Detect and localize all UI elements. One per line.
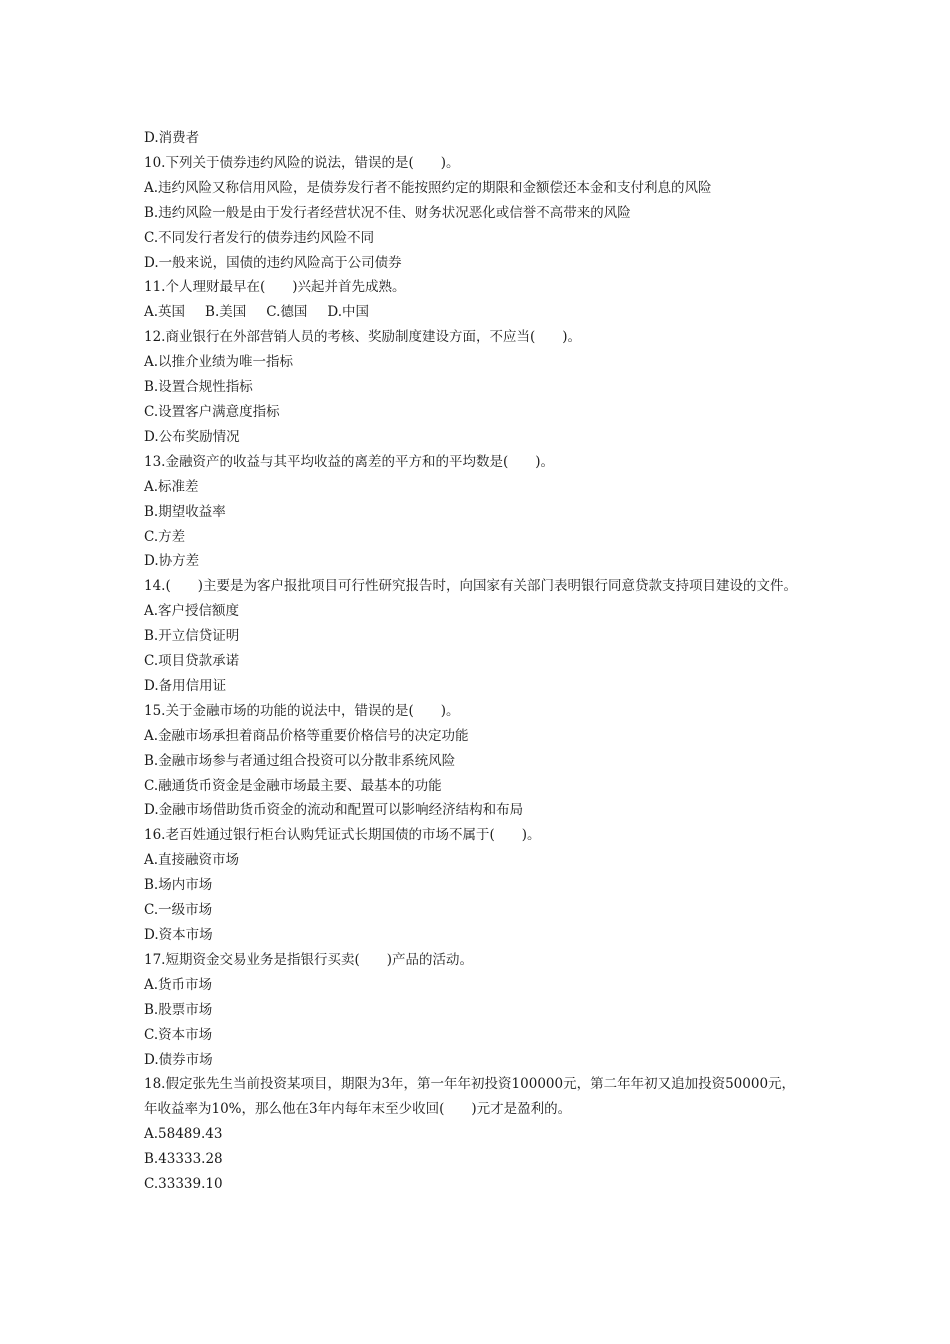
option-a-q18: A.58489.43 [144, 1126, 223, 1143]
option-d-q11: D.中国 [327, 304, 370, 321]
option-b-q10: B.违约风险一般是由于发行者经营状况不佳、财务状况恶化或信誉不高带来的风险 [144, 204, 631, 221]
option-c-q12: C.设置客户满意度指标 [144, 403, 280, 420]
option-d-q13: D.协方差 [144, 553, 200, 570]
option-c-q18: C.33339.10 [144, 1176, 223, 1193]
option-b-q11: B.美国 [205, 304, 247, 321]
option-b-q15: B.金融市场参与者通过组合投资可以分散非系统风险 [144, 752, 456, 769]
option-b-q13: B.期望收益率 [144, 503, 226, 520]
option-a-q10: A.违约风险又称信用风险，是债券发行者不能按照约定的期限和金额偿还本金和支付利息的风险 [144, 179, 712, 196]
option-a-q11: A.英国 [144, 304, 186, 321]
option-a-q14: A.客户授信额度 [144, 603, 240, 620]
option-d-q16: D.资本市场 [144, 927, 213, 943]
question-14: 14.( )主要是为客户报批项目可行性研究报告时，向国家有关部门表明银行同意贷款支持项目建设的文件。 [144, 578, 798, 595]
question-12: 12.商业银行在外部营销人员的考核、奖励制度建设方面，不应当( )。 [144, 329, 582, 346]
option-c-q17: C.资本市场 [144, 1026, 213, 1043]
option-b-q16: B.场内市场 [144, 877, 213, 894]
option-d-q17: D.债券市场 [144, 1051, 213, 1068]
question-17: 17.短期资金交易业务是指银行买卖( )产品的活动。 [144, 951, 474, 968]
option-a-q12: A.以推介业绩为唯一指标 [144, 354, 294, 371]
question-list [144, 126, 808, 1197]
question-16: 16.老百姓通过银行柜台认购凭证式长期国债的市场不属于( )。 [144, 827, 541, 844]
option-a-q17: A.货币市场 [144, 976, 213, 993]
option-c-q10: C.不同发行者发行的债券违约风险不同 [144, 229, 375, 246]
option-d-q10: D.一般来说，国债的违约风险高于公司债券 [144, 254, 402, 271]
options-q11 [144, 300, 808, 325]
option-b-q14: B.开立信贷证明 [144, 628, 240, 645]
option-d-q9: D.消费者 [144, 130, 200, 146]
option-a-q13: A.标准差 [144, 478, 199, 495]
option-d-q12: D.公布奖励情况 [144, 428, 240, 445]
question-11: 11.个人理财最早在( )兴起并首先成熟。 [144, 279, 406, 296]
option-c-q13: C.方差 [144, 528, 186, 545]
option-a-q16: A.直接融资市场 [144, 852, 240, 869]
option-b-q17: B.股票市场 [144, 1001, 213, 1018]
option-c-q11: C.德国 [266, 304, 308, 321]
option-b-q18: B.43333.28 [144, 1151, 223, 1168]
option-c-q14: C.项目贷款承诺 [144, 653, 240, 670]
option-c-q15: C.融通货币资金是金融市场最主要、最基本的功能 [144, 777, 442, 794]
option-d-q15: D.金融市场借助货币资金的流动和配置可以影响经济结构和布局 [144, 802, 524, 819]
question-10: 10.下列关于债券违约风险的说法，错误的是( )。 [144, 154, 460, 171]
option-c-q16: C.一级市场 [144, 902, 213, 919]
option-d-q14: D.备用信用证 [144, 677, 227, 694]
option-a-q15: A.金融市场承担着商品价格等重要价格信号的决定功能 [144, 727, 469, 744]
question-13: 13.金融资产的收益与其平均收益的离差的平方和的平均数是( )。 [144, 453, 555, 470]
option-b-q12: B.设置合规性指标 [144, 379, 253, 396]
question-18: 18.假定张先生当前投资某项目，期限为3年，第一年年初投资100000元，第二年年初又追加投资50000元，年收益率为10%，那么他在3年内每年末至少收回( )元才是盈利的。 [144, 1076, 796, 1118]
question-15: 15.关于金融市场的功能的说法中，错误的是( )。 [144, 702, 460, 719]
